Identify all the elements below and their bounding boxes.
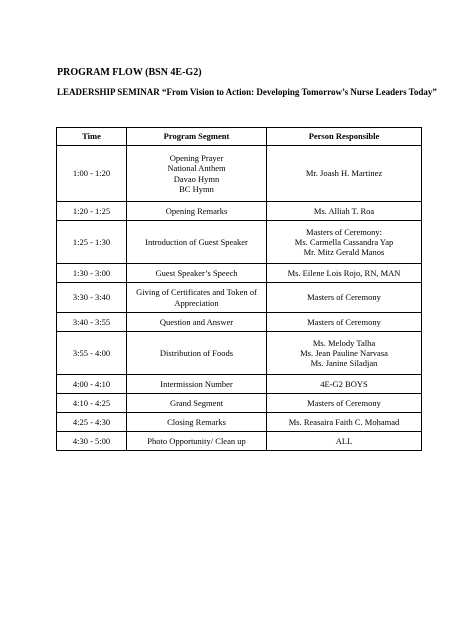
table-row bbox=[57, 283, 422, 313]
header-person-responsible: Person Responsible bbox=[267, 128, 422, 146]
cell-person: Masters of Ceremony bbox=[267, 283, 422, 313]
cell-segment: Opening Remarks bbox=[127, 202, 267, 221]
cell-time: 3:55 - 4:00 bbox=[57, 332, 127, 375]
document-subtitle: LEADERSHIP SEMINAR “From Vision to Action: Developing Tomorrow’s Nurse Leaders Today” bbox=[57, 87, 437, 97]
cell-person: Ms. Eilene Lois Rojo, RN, MAN bbox=[267, 264, 422, 283]
header-program-segment: Program Segment bbox=[127, 128, 267, 146]
cell-person: Ms. Melody Talha Ms. Jean Pauline Narvasa Ms. Janine Siladjan bbox=[267, 332, 422, 375]
cell-segment: Closing Remarks bbox=[127, 413, 267, 432]
cell-person: Masters of Ceremony: Ms. Carmella Cassandra Yap Mr. Mitz Gerald Manos bbox=[267, 221, 422, 264]
cell-person: Mr. Joash H. Martinez bbox=[267, 146, 422, 202]
table-row bbox=[57, 264, 422, 283]
cell-time: 4:25 - 4:30 bbox=[57, 413, 127, 432]
cell-time: 1:00 - 1:20 bbox=[57, 146, 127, 202]
cell-person: 4E-G2 BOYS bbox=[267, 375, 422, 394]
cell-person: Ms. Alliah T. Roa bbox=[267, 202, 422, 221]
cell-segment: Giving of Certificates and Token of Appreciation bbox=[127, 283, 267, 313]
cell-time: 4:10 - 4:25 bbox=[57, 394, 127, 413]
cell-time: 3:40 - 3:55 bbox=[57, 313, 127, 332]
table-header-row bbox=[57, 128, 422, 146]
table-row bbox=[57, 221, 422, 264]
table-row bbox=[57, 375, 422, 394]
cell-segment: Grand Segment bbox=[127, 394, 267, 413]
cell-segment: Photo Opportunity/ Clean up bbox=[127, 432, 267, 451]
cell-time: 1:20 - 1:25 bbox=[57, 202, 127, 221]
table-row bbox=[57, 202, 422, 221]
cell-segment: Guest Speaker’s Speech bbox=[127, 264, 267, 283]
table-row bbox=[57, 146, 422, 202]
table-row bbox=[57, 332, 422, 375]
cell-time: 1:30 - 3:00 bbox=[57, 264, 127, 283]
table-row bbox=[57, 413, 422, 432]
cell-time: 4:30 - 5:00 bbox=[57, 432, 127, 451]
cell-person: Masters of Ceremony bbox=[267, 394, 422, 413]
table-row bbox=[57, 432, 422, 451]
cell-person: Ms. Reasaira Faith C. Mohamad bbox=[267, 413, 422, 432]
cell-time: 1:25 - 1:30 bbox=[57, 221, 127, 264]
cell-segment: Introduction of Guest Speaker bbox=[127, 221, 267, 264]
cell-person: ALL bbox=[267, 432, 422, 451]
cell-time: 3:30 - 3:40 bbox=[57, 283, 127, 313]
header-time: Time bbox=[57, 128, 127, 146]
table-row bbox=[57, 394, 422, 413]
cell-segment: Distribution of Foods bbox=[127, 332, 267, 375]
document-title: PROGRAM FLOW (BSN 4E-G2) bbox=[57, 67, 202, 78]
cell-person: Masters of Ceremony bbox=[267, 313, 422, 332]
cell-segment: Opening Prayer National Anthem Davao Hymn BC Hymn bbox=[127, 146, 267, 202]
cell-segment: Question and Answer bbox=[127, 313, 267, 332]
cell-segment: Intermission Number bbox=[127, 375, 267, 394]
program-flow-table bbox=[56, 127, 422, 451]
cell-time: 4:00 - 4:10 bbox=[57, 375, 127, 394]
table-row bbox=[57, 313, 422, 332]
